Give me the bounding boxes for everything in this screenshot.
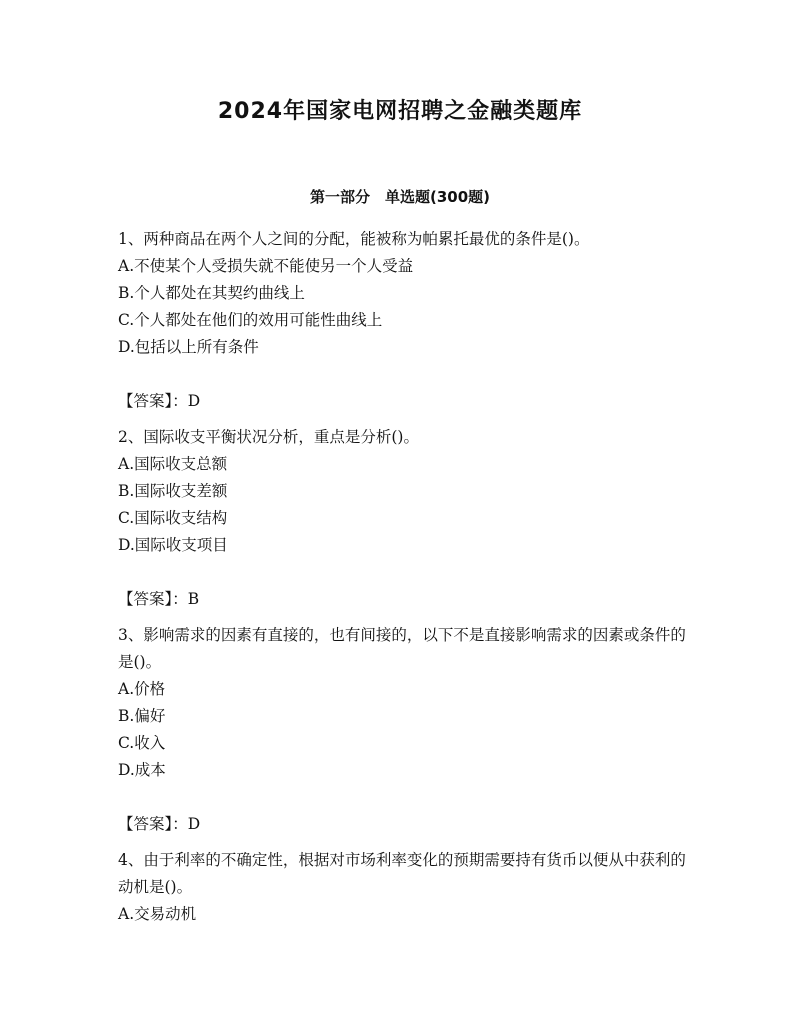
option-a: A.国际收支总额 xyxy=(118,455,228,473)
question-text: 2、国际收支平衡状况分析，重点是分析()。 xyxy=(118,428,419,446)
question-text: 4、由于利率的不确定性，根据对市场利率变化的预期需要持有货币以便从中获利的动机是()。 xyxy=(118,851,686,896)
question-2 xyxy=(118,424,688,613)
question-list xyxy=(118,226,688,928)
question-text: 3、影响需求的因素有直接的，也有间接的，以下不是直接影响需求的因素或条件的是()。 xyxy=(118,626,686,671)
option-d: D.国际收支项目 xyxy=(118,536,228,554)
question-text: 1、两种商品在两个人之间的分配，能被称为帕累托最优的条件是()。 xyxy=(118,230,590,248)
option-b: B.偏好 xyxy=(118,707,166,725)
document-title: 2024年国家电网招聘之金融类题库 xyxy=(217,99,583,124)
question-1 xyxy=(118,226,688,415)
option-a: A.不使某个人受损失就不能使另一个人受益 xyxy=(118,257,414,275)
answer: 【答案】：D xyxy=(118,392,201,410)
option-c: C.国际收支结构 xyxy=(118,509,228,527)
option-a: A.价格 xyxy=(118,680,166,698)
option-d: D.成本 xyxy=(118,761,166,779)
option-a: A.交易动机 xyxy=(118,905,197,923)
option-d: D.包括以上所有条件 xyxy=(118,338,259,356)
answer: 【答案】：D xyxy=(118,815,201,833)
option-c: C.收入 xyxy=(118,734,166,752)
option-b: B.国际收支差额 xyxy=(118,482,228,500)
section-title: 第一部分 单选题(300题) xyxy=(309,188,491,206)
question-4 xyxy=(118,847,688,928)
option-c: C.个人都处在他们的效用可能性曲线上 xyxy=(118,311,383,329)
option-b: B.个人都处在其契约曲线上 xyxy=(118,284,305,302)
answer: 【答案】：B xyxy=(118,590,200,608)
question-3 xyxy=(118,622,688,838)
